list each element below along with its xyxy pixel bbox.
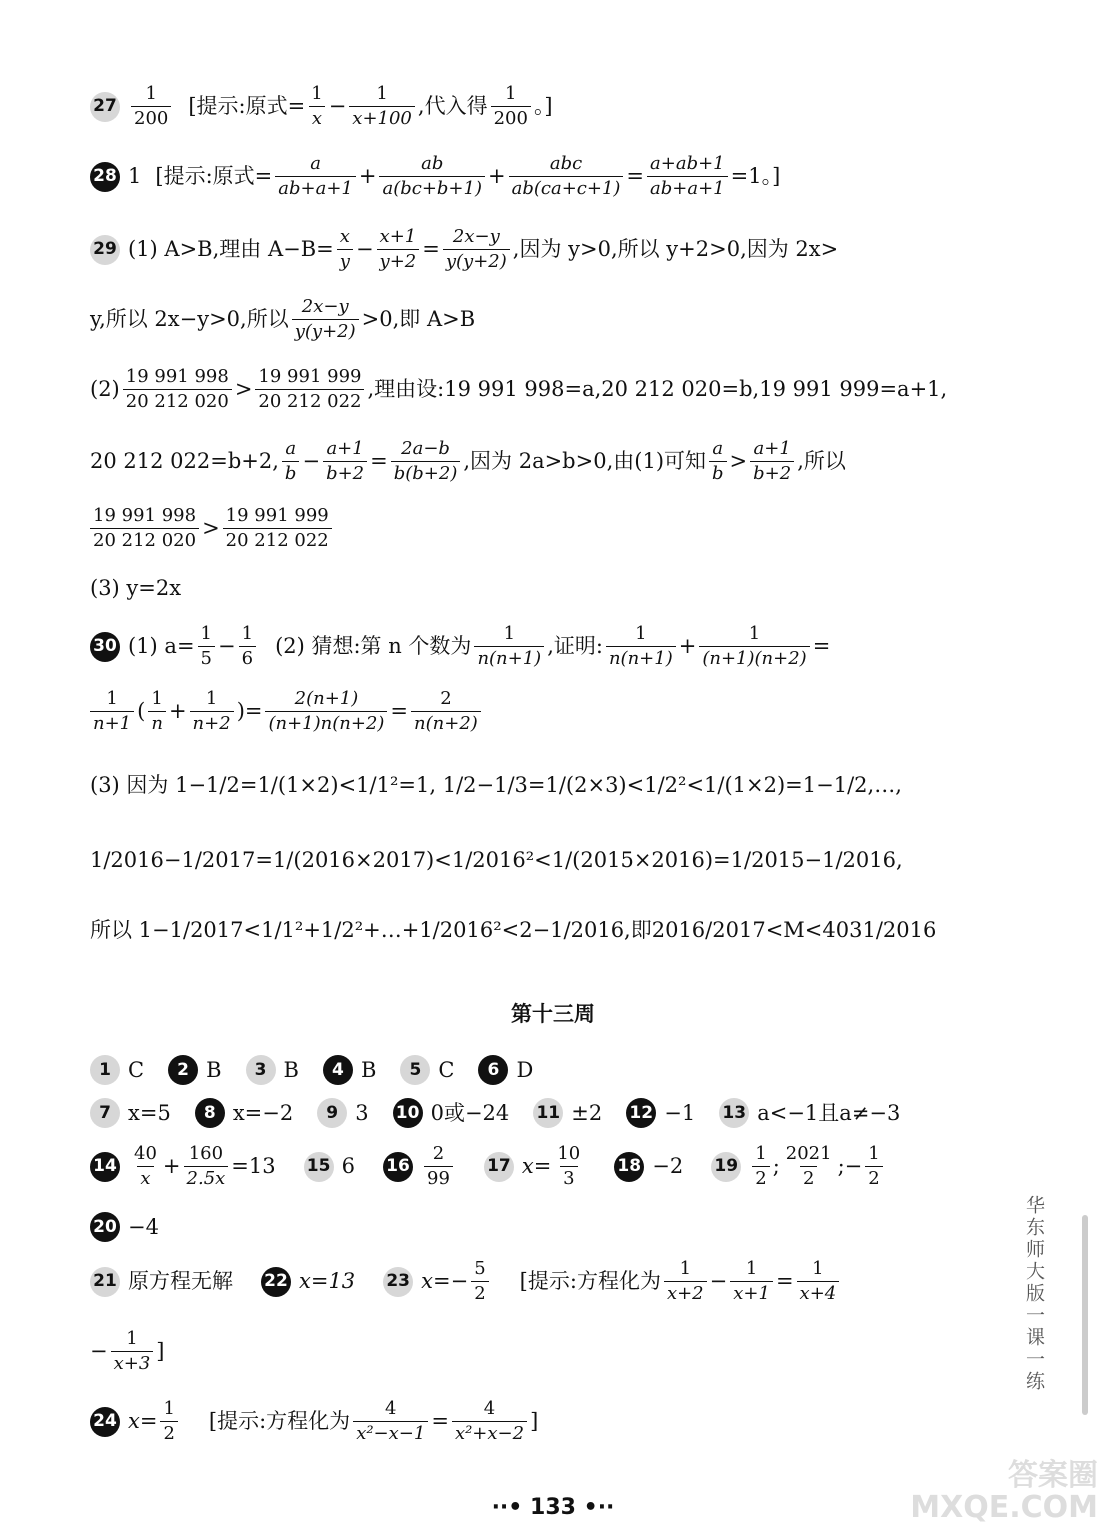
problem-number-14: 14	[90, 1152, 120, 1182]
section-title: 第十三周	[511, 1002, 595, 1026]
operator: +	[162, 1154, 181, 1178]
answer: ±2	[571, 1100, 603, 1125]
text: x=	[521, 1154, 552, 1178]
text: 20 212 022=b+2,	[90, 449, 279, 473]
problem-number-23: 23	[383, 1267, 413, 1297]
fraction: 1 x+2	[664, 1260, 707, 1303]
problem-number-4: 4	[323, 1055, 353, 1085]
operator: =	[812, 634, 831, 658]
text: (2) 猜想:第 n 个数为	[275, 634, 472, 658]
operator: −	[355, 237, 374, 261]
problem-number-21: 21	[90, 1267, 120, 1297]
answers-row-14-19	[90, 1145, 886, 1188]
text: x=−	[421, 1269, 469, 1293]
text: (2)	[90, 377, 120, 401]
problem-number-8: 8	[195, 1098, 225, 1128]
problem-number-6: 6	[478, 1055, 508, 1085]
text: (1) A>B,理由 A−B=	[128, 237, 334, 261]
problem-29-line1	[90, 228, 838, 271]
operator: =	[626, 164, 645, 188]
answer: −4	[128, 1214, 159, 1239]
operator: +	[488, 164, 506, 188]
operator: =	[775, 1269, 794, 1293]
fraction: $\frac{1}{x+3}$	[111, 1330, 154, 1373]
fraction: 1 n	[148, 690, 166, 733]
answers-row-7-13	[90, 1098, 924, 1128]
text: ,证明:	[547, 634, 603, 658]
answer: x=13	[299, 1269, 356, 1293]
answers-row-23-cont	[90, 1330, 165, 1373]
problem-number-11: 11	[533, 1098, 563, 1128]
problem-29-line6	[90, 578, 181, 599]
problem-number-17: 17	[484, 1152, 514, 1182]
fraction: $\frac{ab}{a(bc+b+1)}$	[379, 155, 485, 198]
operator: +	[678, 634, 697, 658]
hint-open: [提示:原式=	[188, 94, 306, 118]
fraction: 1 n(n+1)	[474, 625, 544, 668]
text: x=	[128, 1409, 158, 1433]
problem-number-29: 29	[90, 235, 120, 265]
answer: x=5	[128, 1100, 171, 1125]
text: 所以 1−1/2017<1/1²+1/2²+…+1/2016²<2−1/2016,即2016/2017<M<4031/2016	[90, 918, 937, 942]
fraction: $\frac{1}{2}$	[160, 1400, 177, 1443]
watermark: 答案圈 MXQE.COM	[910, 1458, 1098, 1525]
fraction: 1 n+1	[90, 690, 134, 733]
operator: >	[729, 449, 748, 473]
answers-row-24	[90, 1400, 538, 1443]
text: y,所以 2x−y>0,所以	[90, 307, 289, 331]
hint-open: [提示:方程化为	[208, 1409, 351, 1433]
answer: 6	[341, 1154, 355, 1178]
hint-close: 。]	[533, 94, 553, 118]
fraction: a b	[709, 440, 727, 483]
dots-left-icon: ··•	[491, 1495, 523, 1520]
answer: B	[360, 1057, 377, 1082]
answer: B	[283, 1057, 299, 1082]
problem-30-line1	[90, 625, 830, 668]
fraction: 19 991 999 20 212 022	[223, 507, 332, 550]
problem-29-line2	[90, 298, 475, 341]
problem-number-20: 20	[90, 1212, 120, 1242]
fraction: 19 991 998 20 212 020	[123, 368, 232, 411]
text: ,因为 2a>b>0,由(1)可知	[463, 449, 707, 473]
page-number-text: 133	[530, 1495, 576, 1520]
problem-number-13: 13	[719, 1098, 749, 1128]
problem-number-12: 12	[626, 1098, 656, 1128]
fraction: $\frac{1}{6}$	[239, 625, 256, 668]
answer: B	[206, 1057, 222, 1082]
fraction: $\frac{1}{(n+1)(n+2)}$	[699, 625, 809, 668]
operator: =	[390, 699, 409, 723]
answers-row-1-6	[90, 1055, 557, 1085]
operator: +	[358, 164, 377, 188]
fraction: 19 991 999 20 212 022	[255, 368, 364, 411]
fraction: $\frac{1}{x+4}$	[797, 1260, 840, 1303]
fraction: $\frac{160}{2.5x}$	[184, 1145, 229, 1188]
problem-number-28: 28	[90, 162, 120, 192]
fraction: $\frac{2}{n(n+2)}$	[411, 690, 481, 733]
paren: )=	[236, 699, 263, 723]
fraction: $\frac{2a-b}{b(b+2)}$	[391, 440, 461, 483]
fraction: 2x−y y(y+2)	[292, 298, 359, 341]
text: (3) 因为 1−1/2=1/(1×2)<1/1²=1, 1/2−1/3=1/(2×3)<1/2²<1/(1×2)=1−1/2,…,	[90, 773, 902, 797]
fraction: 40 x	[134, 1143, 157, 1189]
fraction: 1 200	[491, 85, 531, 128]
fraction: a b	[282, 440, 300, 483]
problem-30-line4	[90, 850, 903, 871]
problem-number-1: 1	[90, 1055, 120, 1085]
hint-close: =1。]	[730, 164, 781, 188]
text: >0,即 A>B	[361, 307, 476, 331]
operator: =	[422, 237, 440, 261]
operator: −	[90, 1339, 108, 1363]
fraction: 2021 2	[785, 1143, 832, 1189]
fraction: $\frac{2x-y}{y(y+2)}$	[443, 228, 510, 271]
text: ,代入得	[417, 94, 488, 118]
problem-number-18: 18	[614, 1152, 644, 1182]
fraction: $\frac{4}{\text{x²+x−2}}$	[452, 1400, 527, 1443]
fraction: $\frac{1}{x}$	[308, 85, 325, 128]
operator: =	[431, 1409, 449, 1433]
operator: −	[302, 449, 321, 473]
problem-number-9: 9	[317, 1098, 347, 1128]
operator: −	[328, 94, 347, 118]
answer: 1	[128, 164, 142, 188]
operator: >	[234, 377, 253, 401]
side-tab	[1082, 1215, 1088, 1415]
hint-open: [提示:方程化为	[519, 1269, 661, 1293]
problem-30-line5	[90, 920, 936, 941]
hint-close: ]	[530, 1409, 539, 1433]
problem-number-24: 24	[90, 1407, 120, 1437]
fraction: $\frac{a}{ab+a+1}$	[275, 155, 356, 198]
problem-29-line4	[90, 440, 846, 483]
problem-28	[90, 155, 780, 198]
problem-number-5: 5	[400, 1055, 430, 1085]
hint-open: [提示:原式=	[155, 164, 273, 188]
fraction: $\frac{1}{2}$	[865, 1145, 882, 1188]
text: ;−	[837, 1154, 863, 1178]
problem-number-30: 30	[90, 632, 120, 662]
answers-row-21-23	[90, 1260, 842, 1303]
fraction: $\frac{a+1}{b+2}$	[323, 440, 367, 483]
problem-number-2: 2	[168, 1055, 198, 1085]
fraction: 1 n(n+1)	[606, 625, 676, 668]
problem-number-16: 16	[383, 1152, 413, 1182]
operator: −	[218, 634, 236, 658]
fraction: $\frac{1}{5}$	[198, 625, 215, 668]
fraction: $\frac{1}{x+1}$	[730, 1260, 773, 1303]
answer: D	[516, 1057, 534, 1082]
paren: (	[137, 699, 146, 723]
fraction: $\frac{x+1}{y+2}$	[377, 228, 420, 271]
dots-right-icon: •··	[583, 1495, 615, 1520]
fraction: $\frac{2(n+1)}{(n+1)n(n+2)}$	[265, 690, 387, 733]
answer: 原方程无解	[128, 1269, 233, 1293]
operator: −	[709, 1269, 728, 1293]
text: ,理由设:19 991 998=a,20 212 020=b,19 991 999=a+1,	[367, 377, 948, 401]
problem-29-line5	[90, 507, 335, 550]
fraction: a+1 b+2	[750, 440, 794, 483]
operator: +	[168, 699, 187, 723]
answer: a<−1且a≠−3	[757, 1100, 901, 1125]
fraction: 2 99	[424, 1145, 453, 1188]
text: (3) y=2x	[90, 576, 182, 600]
answer: 0或−24	[430, 1100, 510, 1125]
answer-fraction: 1 200	[131, 85, 171, 128]
problem-number-7: 7	[90, 1098, 120, 1128]
fraction: $\frac{1}{n+2}$	[190, 690, 234, 733]
fraction: $\frac{5}{2}$	[471, 1260, 488, 1303]
text: 1/2016−1/2017=1/(2016×2017)<1/2016²<1/(2015×2016)=1/2015−1/2016,	[90, 848, 903, 872]
problem-number-3: 3	[246, 1055, 276, 1085]
answer: x=−2	[232, 1100, 294, 1125]
text: =13	[231, 1154, 276, 1178]
operator: =	[370, 449, 388, 473]
fraction: $\frac{10}{3}$	[557, 1143, 581, 1189]
fraction: abc ab(ca+c+1)	[509, 155, 624, 198]
answer: −1	[664, 1100, 696, 1125]
text: (1) a=	[128, 634, 195, 658]
operator: >	[202, 516, 220, 540]
answer: C	[128, 1057, 145, 1082]
side-label: 华东师大版一课一练	[1023, 1195, 1045, 1393]
problem-number-19: 19	[711, 1152, 741, 1182]
answer: 3	[355, 1100, 369, 1125]
answers-row-20	[90, 1212, 159, 1242]
fraction: $\frac{4}{\text{x²−x−1}}$	[353, 1400, 428, 1443]
answer: C	[438, 1057, 455, 1082]
text: ,所以	[797, 449, 846, 473]
fraction: $\frac{a+ab+1}{ab+a+1}$	[647, 155, 728, 198]
problem-30-line2	[90, 690, 484, 733]
text: ;	[772, 1154, 780, 1178]
problem-30-line3	[90, 775, 902, 796]
fraction: $\frac{x}{y}$	[337, 228, 353, 271]
hint-close: ]	[156, 1339, 165, 1363]
problem-number-22: 22	[261, 1267, 291, 1297]
problem-27	[90, 85, 553, 128]
problem-number-10: 10	[393, 1098, 423, 1128]
fraction: 19 991 998 20 212 020	[90, 507, 199, 550]
text: ,因为 y>0,所以 y+2>0,因为 2x>	[512, 237, 839, 261]
problem-number-27: 27	[90, 92, 120, 122]
problem-number-15: 15	[304, 1152, 334, 1182]
problem-29-line3	[90, 368, 947, 411]
fraction: 1 2	[752, 1145, 769, 1188]
answer: −2	[652, 1154, 684, 1178]
fraction: $\frac{1}{x+100}$	[349, 85, 415, 128]
